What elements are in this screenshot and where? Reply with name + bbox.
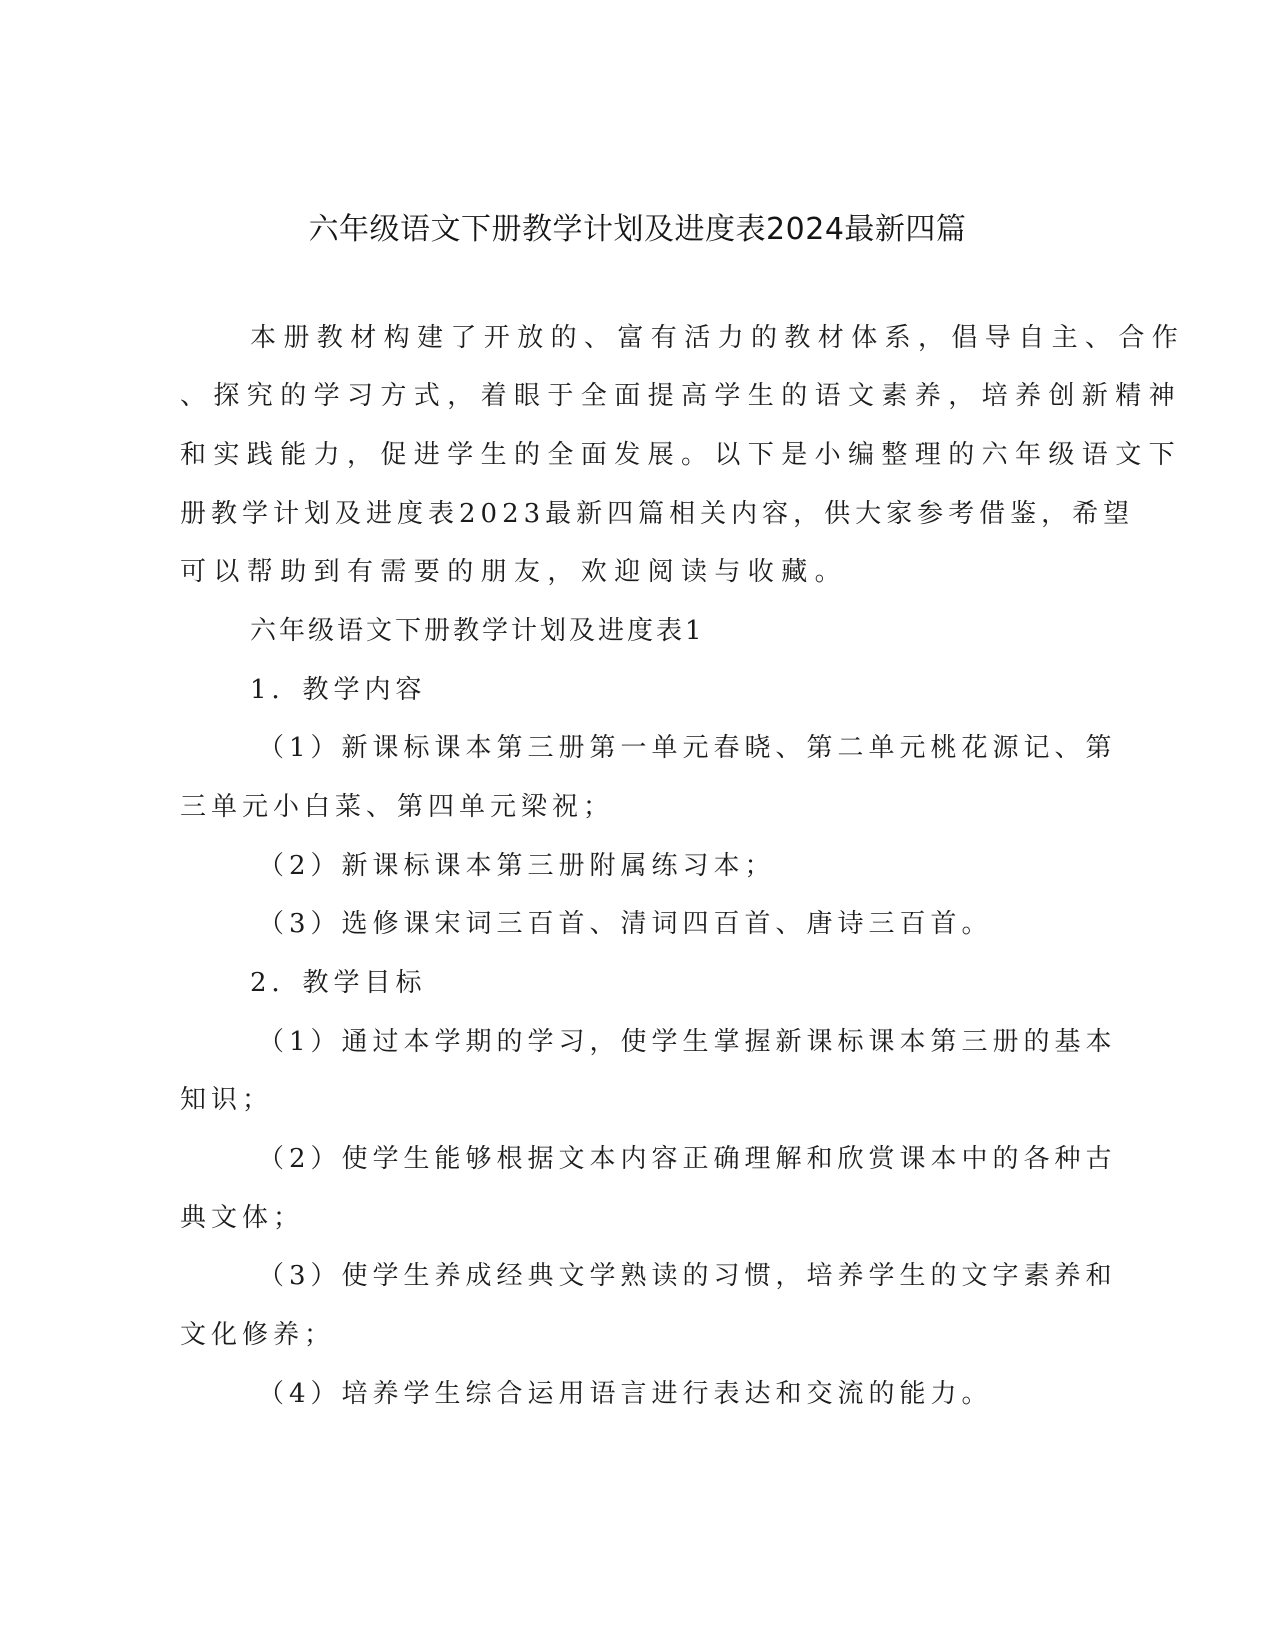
paragraph-line: 册教学计划及进度表2023最新四篇相关内容，供大家参考借鉴，希望 [180, 499, 1135, 529]
list-item-line: （3）选修课宋词三百首、清词四百首、唐诗三百首。 [258, 909, 993, 939]
list-item-line: （2）新课标课本第三册附属练习本； [258, 851, 776, 881]
paragraph-line: 和实践能力，促进学生的全面发展。以下是小编整理的六年级语文下 [180, 440, 1183, 470]
list-item-line: （1）新课标课本第三册第一单元春晓、第二单元桃花源记、第 [258, 733, 1117, 763]
subsection-heading: 1．教学内容 [250, 675, 427, 705]
list-item-line: （3）使学生养成经典文学熟读的习惯，培养学生的文字素养和 [258, 1261, 1117, 1291]
paragraph-line: 本册教材构建了开放的、富有活力的教材体系，倡导自主、合作 [250, 323, 1186, 353]
subsection-heading: 2．教学目标 [250, 968, 427, 998]
list-item-line: （1）通过本学期的学习，使学生掌握新课标课本第三册的基本 [258, 1027, 1117, 1057]
list-item-line: 文化修养； [180, 1320, 336, 1350]
document-title: 六年级语文下册教学计划及进度表2024最新四篇 [308, 212, 967, 247]
section-heading: 六年级语文下册教学计划及进度表1 [250, 616, 705, 646]
list-item-line: （4）培养学生综合运用语言进行表达和交流的能力。 [258, 1379, 993, 1409]
list-item-line: （2）使学生能够根据文本内容正确理解和欣赏课本中的各种古 [258, 1144, 1117, 1174]
list-item-line: 三单元小白菜、第四单元梁祝； [180, 792, 615, 822]
paragraph-line: 、探究的学习方式，着眼于全面提高学生的语文素养，培养创新精神 [180, 381, 1183, 411]
list-item-line: 知识； [180, 1085, 274, 1115]
paragraph-line: 可以帮助到有需要的朋友，欢迎阅读与收藏。 [180, 557, 849, 587]
list-item-line: 典文体； [180, 1203, 305, 1233]
